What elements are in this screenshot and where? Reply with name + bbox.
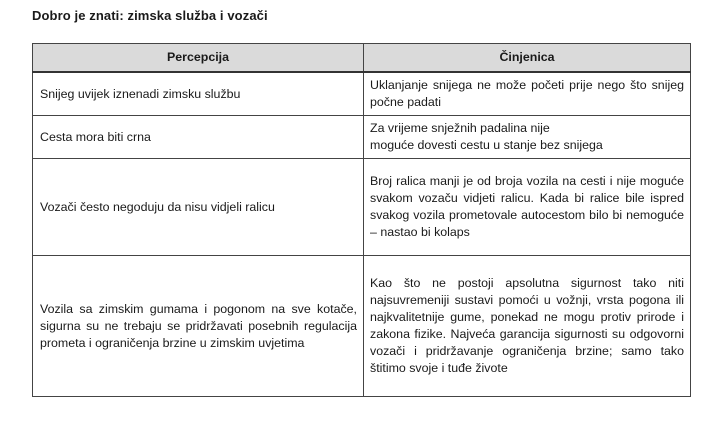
perception-fact-table: [32, 43, 691, 397]
perception-cell: Vozila sa zimskim gumama i pogonom na sve kotače, sigurna su ne trebaju se pridržavati posebnih regulacija prometa i ograničenja brzine u zimskim uvjetima: [33, 256, 364, 397]
table-header-row: [33, 44, 691, 73]
table-row: [33, 159, 691, 256]
fact-cell: [364, 116, 691, 159]
fact-line: Za vrijeme snježnih padalina nije: [370, 121, 550, 135]
fact-cell: Kao što ne postoji apsolutna sigurnost tako niti najsuvremeniji sustavi pomoći u vožnji, vrsta pogona ili najkvalitetnije gume, ponekad ne mogu protiv prirode i zakona fizike. Najveća garancija sigurnosti su odgovorni vozači i pridržavanje ograničenja brzine; samo tako štitimo svoje i tuđe živote: [364, 256, 691, 397]
table-row: [33, 72, 691, 116]
fact-cell: Broj ralica manji je od broja vozila na cesti i nije moguće svakom vozaču vidjeti ralicu. Kada bi ralice bile ispred svakog vozila prometovale autocestom bilo bi nemoguće – nastao bi kolaps: [364, 159, 691, 256]
document-title: Dobro je znati: zimska služba i vozači: [32, 8, 268, 23]
fact-cell: Uklanjanje snijega ne može početi prije nego što snijeg počne padati: [364, 72, 691, 116]
table-row: [33, 256, 691, 397]
header-perception: Percepcija: [33, 44, 364, 73]
perception-cell: Cesta mora biti crna: [33, 116, 364, 159]
fact-line: moguće dovesti cestu u stanje bez snijega: [370, 138, 603, 152]
header-fact: Činjenica: [364, 44, 691, 73]
table-row: [33, 116, 691, 159]
perception-cell: Snijeg uvijek iznenadi zimsku službu: [33, 72, 364, 116]
perception-cell: Vozači često negoduju da nisu vidjeli ralicu: [33, 159, 364, 256]
